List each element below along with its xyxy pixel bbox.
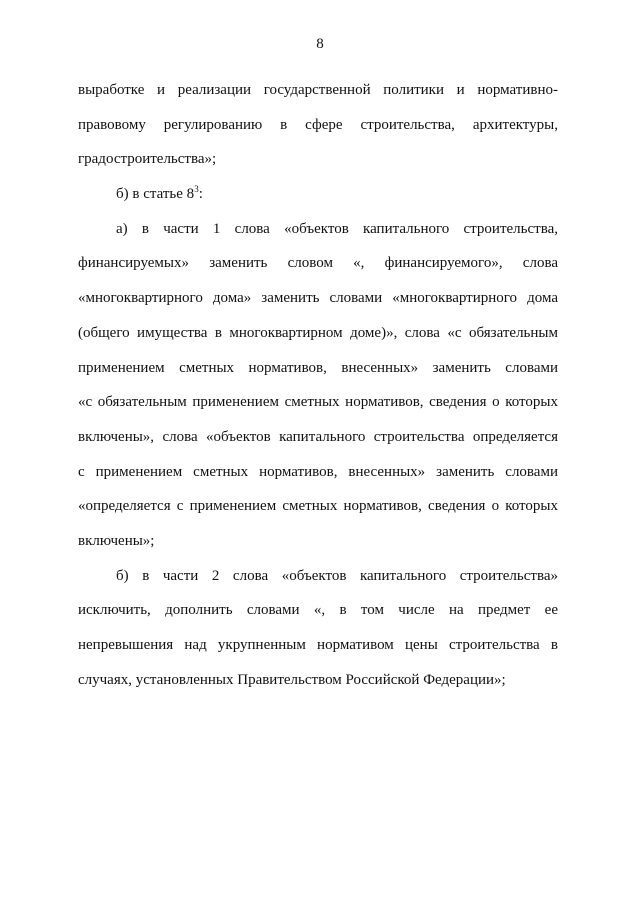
text-line: «определяется с применением сметных нормативов, сведения о которых: [78, 498, 558, 515]
text-line: финансируемых» заменить словом «, финансируемого», слова: [78, 255, 558, 272]
page-number: 8: [316, 36, 324, 52]
text-line: непревышения над укрупненным нормативом цены строительства в: [78, 637, 558, 653]
text-line: правовому регулированию в сфере строительства, архитектуры,: [78, 116, 558, 133]
text-line: «многоквартирного дома» заменить словами «многоквартирного дома: [78, 290, 558, 307]
text-line: с применением сметных нормативов, внесенных» заменить словами: [78, 463, 558, 480]
text-line: «с обязательным применением сметных нормативов, сведения о которых: [78, 394, 558, 411]
text-line: включены»;: [78, 532, 155, 549]
text-line: а) в части 1 слова «объектов капитального строительства,: [116, 220, 558, 237]
text-line: (общего имущества в многоквартирном доме)», слова «с обязательным: [78, 324, 558, 341]
text-line: применением сметных нормативов, внесенных» заменить словами: [78, 359, 558, 376]
text-line: случаях, установленных Правительством Российской Федерации»;: [78, 671, 506, 688]
text-line: включены», слова «объектов капитального строительства определяется: [78, 428, 558, 445]
document-body: [78, 73, 558, 697]
article-superscript: 3: [194, 184, 199, 195]
article-reference-text: б) в статье 8: [116, 186, 195, 203]
text-line: выработке и реализации государственной политики и нормативно-: [78, 82, 558, 98]
text-line: исключить, дополнить словами «, в том числе на предмет ее: [78, 602, 558, 619]
article-reference-suffix: :: [198, 186, 203, 203]
text-line: градостроительства»;: [78, 151, 217, 168]
article-reference-line: [78, 177, 558, 212]
text-line: б) в части 2 слова «объектов капитального строительства»: [116, 567, 558, 584]
